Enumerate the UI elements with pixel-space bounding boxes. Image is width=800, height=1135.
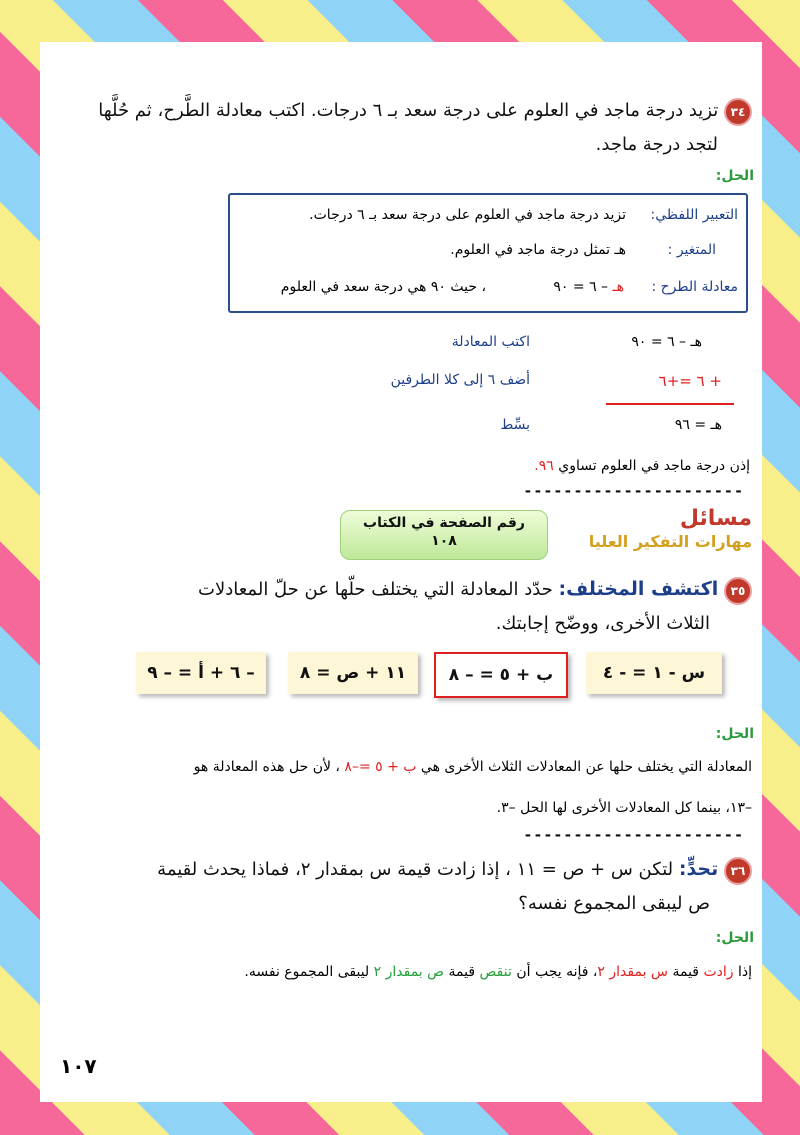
conclusion: إذن درجة ماجد في العلوم تساوي ٩٦. [534,458,750,474]
question-number-badge: ٣٤ [724,98,752,126]
equation-card-4: – ٦ + أ = – ٩ [136,652,266,694]
question-36-title: تحدٍّ: [678,858,719,880]
question-36 [52,852,752,921]
verbal-label: التعبير اللفظي: [650,207,738,223]
divider-2: ---------------------- [523,826,744,844]
equation-label: معادلة الطرح : [651,279,738,295]
question-35-solution: المعادلة التي يختلف حلها عن المعادلات الثلاث الأخرى هي ب + ٥ =–٨ ، لأن حل هذه المعادلة هو [193,759,752,775]
equation-card-1: س - ١ = - ٤ [586,652,722,694]
equation-variable: هـ [612,279,624,295]
question-35-line2: الثلاث الأخرى، ووضّح إجابتك. [495,613,710,634]
equation-rest: – ٦ = ٩٠ [553,279,609,295]
question-36-line1: لتكن س + ص = ١١ ، إذا زادت قيمة س بمقدار ٢، فماذا يحدث لقيمة [157,859,674,880]
solution-label: الحل: [715,930,754,946]
equation-note: ، حيث ٩٠ هي درجة سعد في العلوم [280,279,486,295]
section-subtitle: مهارات التفكير العليا [588,532,752,551]
question-34-line2: لتجد درجة ماجد. [595,134,718,155]
equation-info-box [228,193,748,313]
worksheet-page [40,42,762,1102]
question-number-badge: ٣٥ [724,577,752,605]
question-35-line1: حدّد المعادلة التي يختلف حلّها عن حلّ المعادلات [198,579,553,600]
step-2-desc: أضف ٦ إلى كلا الطرفين [390,372,530,388]
step-1-math: هـ – ٦ = ٩٠ [631,334,702,350]
divider-1: ---------------------- [523,482,744,500]
question-35-solution-line2: –١٣، بينما كل المعادلات الأخرى لها الحل –٣. [496,800,752,816]
equation-card-3: ١١ + ص = ٨ [288,652,418,694]
different-equation: ب + ٥ =–٨ [344,759,417,775]
page-ref-number: ١٠٨ [431,533,457,549]
question-36-line2: ص ليبقى المجموع نفسه؟ [518,893,710,914]
step-3-desc: بسِّط [500,417,530,433]
variable-text: هـ تمثل درجة ماجد في العلوم. [450,242,626,258]
sum-line [606,403,734,405]
verbal-text: تزيد درجة ماجد في العلوم على درجة سعد بـ ٦ درجات. [309,207,626,223]
question-35 [52,572,752,641]
step-1-desc: اكتب المعادلة [451,334,530,350]
page-number: ١٠٧ [60,1054,97,1078]
question-34 [52,94,752,162]
step-3-math: هـ = ٩٦ [674,417,722,433]
question-number-badge: ٣٦ [724,857,752,885]
book-page-reference [340,510,548,560]
variable-label: المتغير : [667,242,716,258]
section-title: مسائل [679,506,752,531]
subtraction-equation [553,279,624,295]
section-header [589,506,752,552]
solution-label: الحل: [715,168,754,184]
equation-card-2-selected: ب + ٥ = – ٨ [434,652,568,698]
step-2-math: + ٦ =+٦ [658,372,722,390]
question-36-solution: إذا زادت قيمة س بمقدار ٢، فإنه يجب أن تنقص قيمة ص بمقدار ٢ ليبقى المجموع نفسه. [244,964,752,980]
conclusion-value: ٩٦. [534,458,554,474]
question-35-title: اكتشف المختلف: [558,578,719,600]
question-34-line1: تزيد درجة ماجد في العلوم على درجة سعد بـ ٦ درجات. اكتب معادلة الطَّرح، ثم حُلَّها [98,100,719,121]
solution-label: الحل: [715,726,754,742]
page-ref-label: رقم الصفحة في الكتاب [363,515,525,531]
